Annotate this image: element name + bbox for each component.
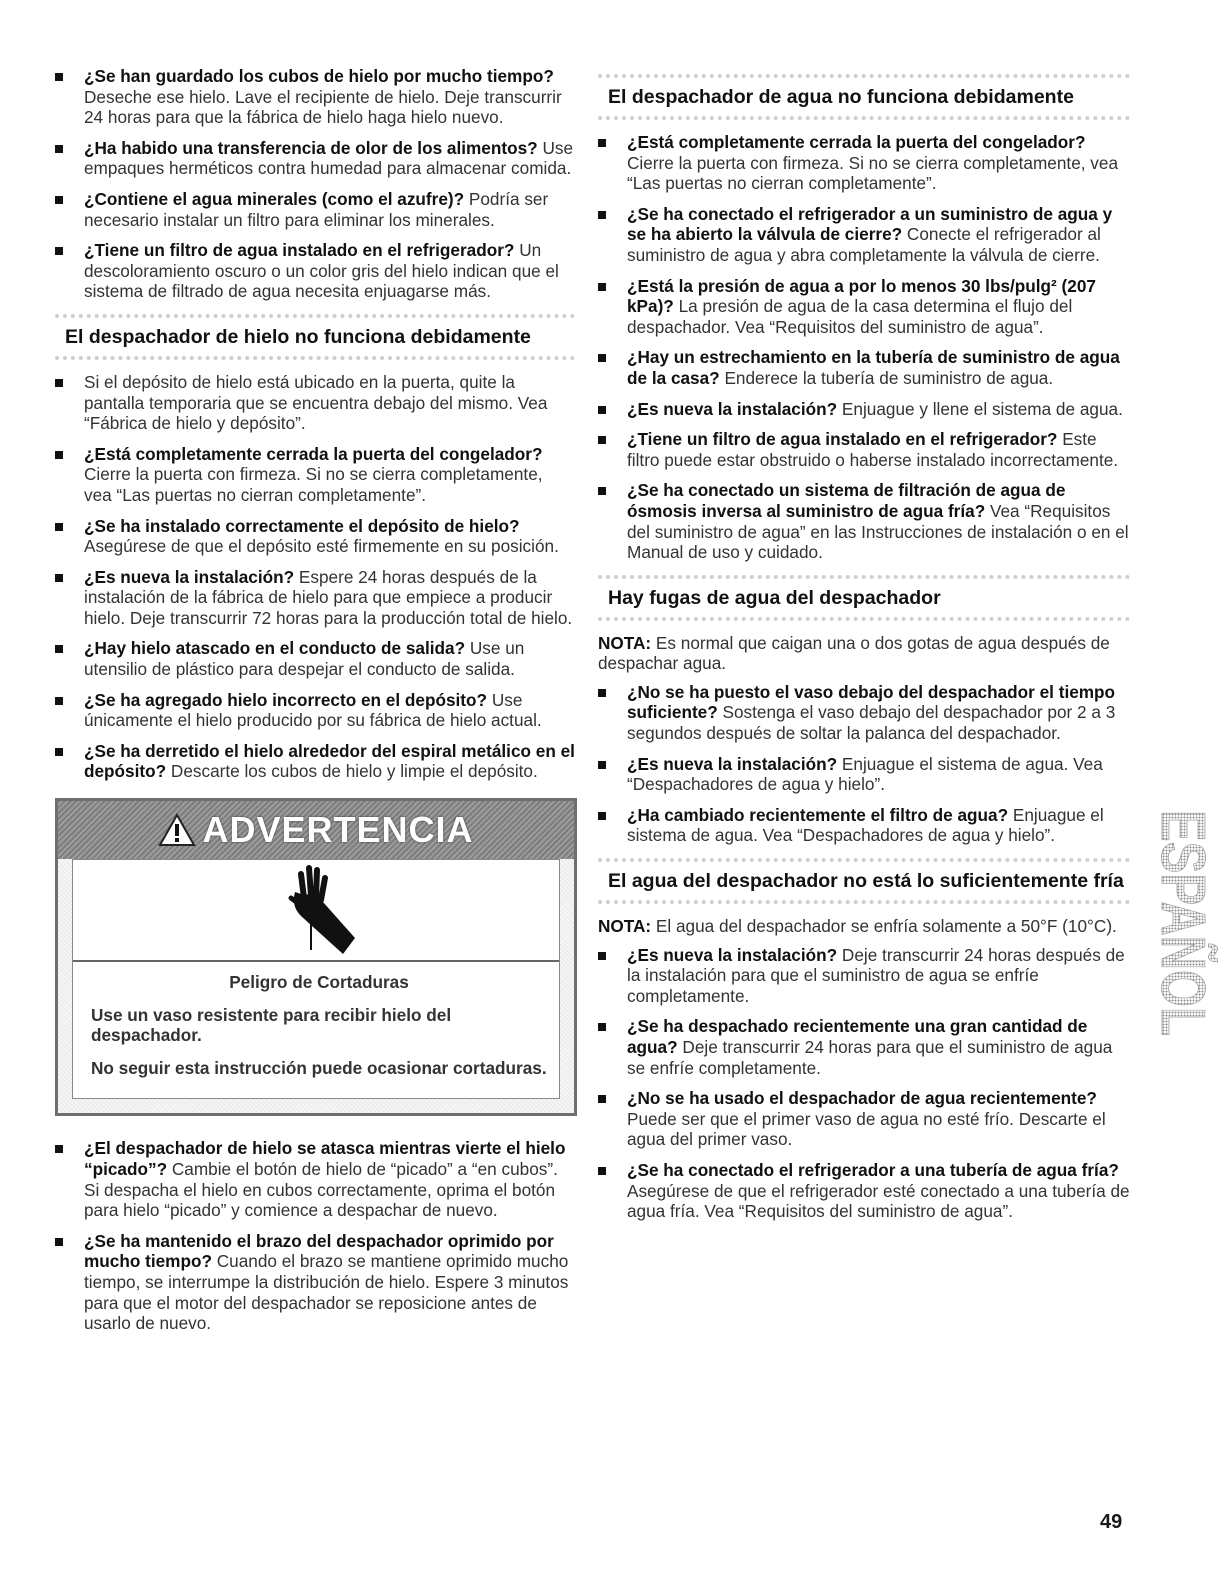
list-item <box>598 1088 1130 1150</box>
section-title: Hay fugas de agua del despachador <box>608 586 941 609</box>
answer: Asegúrese de que el refrigerador esté conectado a una tubería de agua fría. Vea “Requisitos del suministro de agua”. <box>627 1180 1130 1222</box>
answer: La presión de agua de la casa determina el flujo del despachador. Vea “Requisitos del suministro de agua”. <box>627 296 1073 337</box>
answer: Si el depósito de hielo está ubicado en la puerta, quite la pantalla temporaria que se encuentra debajo del mismo. Vea “Fábrica de hielo y depósito”. <box>84 371 548 434</box>
language-side-tab <box>1138 808 1220 1038</box>
question: ¿Se ha conectado el refrigerador a un suministro de agua y se ha abierto la válvula de cierre? <box>627 203 1113 245</box>
warning-triangle-icon <box>158 813 196 847</box>
question: ¿Está completamente cerrada la puerta del congelador? <box>627 132 1086 152</box>
question: ¿Tiene un filtro de agua instalado en el refrigerador? <box>84 240 515 261</box>
after-warning-list <box>55 1138 575 1333</box>
answer: Deje transcurrir 24 horas después de la instalación para que el suministro de agua se enfríe completamente. <box>627 944 1125 1006</box>
water-temperature-list <box>598 945 1130 1222</box>
question: ¿Se ha derretido el hielo alrededor del espiral metálico en el depósito? <box>84 740 575 782</box>
answer: Descarte los cubos de hielo y limpie el depósito. <box>170 761 538 782</box>
list-item <box>598 805 1130 846</box>
answer: Deje transcurrir 24 horas para que el suministro de agua se enfríe completamente. <box>627 1037 1113 1078</box>
answer: Conecte el refrigerador al suministro de agua y abra completamente la válvula de cierre. <box>627 224 1101 265</box>
list-item <box>598 1016 1130 1078</box>
warning-title-text: ADVERTENCIA <box>202 808 474 850</box>
right-column <box>598 74 1130 1232</box>
answer: Enjuague el sistema de agua. Vea “Despachadores de agua y hielo”. <box>627 753 1103 795</box>
list-item <box>598 399 1130 420</box>
list-item <box>55 240 575 302</box>
question: ¿Se ha despachado recientemente una gran cantidad de agua? <box>627 1016 1088 1057</box>
page-number: 49 <box>1100 1511 1123 1533</box>
answer: Asegúrese de que el depósito esté firmemente en su posición. <box>84 536 559 557</box>
answer: Deseche ese hielo. Lave el recipiente de hielo. Deje transcurrir 24 horas para que la fábrica de hielo haga hielo nuevo. <box>84 86 562 128</box>
section-header-water-leaks <box>598 575 1130 621</box>
answer: Use un utensilio de plástico para despejar el conducto de salida. <box>84 638 525 680</box>
list-item <box>598 754 1130 795</box>
water-leaks-list <box>598 682 1130 846</box>
question: ¿Se ha agregado hielo incorrecto en el depósito? <box>84 689 488 710</box>
hazard-label: Peligro de Cortaduras <box>229 972 409 993</box>
answer: Podría ser necesario instalar un filtro para eliminar los minerales. <box>84 188 549 230</box>
question: ¿Ha habido una transferencia de olor de los alimentos? <box>84 137 538 158</box>
answer: Cambie el botón de hielo de “picado” a “en cubos”. Si despacha el hielo en cubos correctamente, oprima el botón para hielo “picado” y comience a despachar de nuevo. <box>84 1159 558 1221</box>
list-item <box>598 347 1130 388</box>
list-item <box>598 276 1130 338</box>
answer: Espere 24 horas después de la instalación de la fábrica de hielo para que empiece a producir hielo. Deje transcurrir 72 horas para la producción total de hielo. <box>84 566 573 628</box>
question: ¿Es nueva la instalación? <box>627 398 838 419</box>
list-item <box>55 638 575 679</box>
question: ¿Se ha conectado un sistema de filtración de agua de ósmosis inversa al suministro de agua fría? <box>627 480 1066 521</box>
note-text: Es normal que caigan una o dos gotas de agua después de despachar agua. <box>598 632 1110 674</box>
question: ¿No se ha usado el despachador de agua recientemente? <box>627 1088 1097 1109</box>
language-tab-graphic <box>1138 808 1220 1038</box>
warning-pictogram <box>73 860 559 962</box>
question: ¿Hay un estrechamiento en la tubería de suministro de agua de la casa? <box>627 347 1120 388</box>
list-item <box>598 945 1130 1007</box>
answer: Use empaques herméticos contra humedad para almacenar comida. <box>84 137 574 179</box>
list-item <box>55 66 575 128</box>
answer: Este filtro puede estar obstruido o haberse instalado incorrectamente. <box>627 429 1119 470</box>
note <box>598 916 1130 937</box>
note-text: El agua del despachador se enfría solamente a 50°F (10°C). <box>655 916 1117 937</box>
list-item <box>55 372 575 434</box>
list-item <box>55 444 575 506</box>
list-item <box>598 204 1130 266</box>
answer: Vea “Requisitos del suministro de agua” en las Instrucciones de instalación o en el Manual de uso y cuidado. <box>627 500 1129 563</box>
warning-instruction: Use un vaso resistente para recibir hielo del despachador. <box>91 1004 452 1046</box>
question: ¿Ha cambiado recientemente el filtro de agua? <box>627 804 1009 825</box>
list-item <box>55 1231 575 1334</box>
intro-list <box>55 66 575 302</box>
question: ¿Contiene el agua minerales (como el azufre)? <box>84 188 465 209</box>
warning-text <box>73 962 559 1098</box>
list-item <box>598 429 1130 470</box>
section-title: El despachador de hielo no funciona debidamente <box>65 325 531 348</box>
warning-body <box>72 859 560 1099</box>
answer: Enderece la tubería de suministro de agua. <box>724 367 1054 388</box>
warning-header <box>58 801 574 859</box>
answer: Cierre la puerta con firmeza. Si no se cierra completamente, vea “Las puertas no cierran completamente”. <box>627 152 1119 194</box>
section-header-water-dispenser <box>598 74 1130 120</box>
list-item <box>598 682 1130 744</box>
water-dispenser-list <box>598 132 1130 563</box>
list-item <box>55 690 575 731</box>
list-item <box>55 138 575 179</box>
list-item <box>598 132 1130 194</box>
question: ¿Se ha conectado el refrigerador a una tubería de agua fría? <box>627 1159 1119 1180</box>
warning-consequence: No seguir esta instrucción puede ocasionar cortaduras. <box>91 1057 547 1078</box>
list-item <box>55 1138 575 1220</box>
cut-hand-icon <box>271 864 361 956</box>
answer: Enjuague y llene el sistema de agua. <box>841 398 1123 419</box>
list-item <box>55 189 575 230</box>
language-tab-label: ESPAÑOL <box>1148 810 1217 1038</box>
question: ¿Es nueva la instalación? <box>627 753 838 774</box>
answer: Un descoloramiento oscuro o un color gris del hielo indican que el sistema de filtrado de agua necesita enjuagarse más. <box>84 240 559 302</box>
question: ¿Está completamente cerrada la puerta del congelador? <box>84 443 543 464</box>
answer: Sostenga el vaso debajo del despachador por 2 a 3 segundos después de soltar la palanca del despachador. <box>627 702 1116 744</box>
answer: Puede ser que el primer vaso de agua no esté frío. Descarte el agua del primer vaso. <box>627 1108 1106 1150</box>
question: ¿Es nueva la instalación? <box>84 566 295 587</box>
question: ¿El despachador de hielo se atasca mientras vierte el hielo “picado”? <box>84 1138 566 1179</box>
question: ¿Hay hielo atascado en el conducto de salida? <box>84 638 466 659</box>
list-item <box>55 567 575 629</box>
question: ¿Es nueva la instalación? <box>627 944 838 965</box>
question: ¿Está la presión de agua a por lo menos 30 lbs/pulg² (207 kPa)? <box>627 275 1096 317</box>
section-header-water-temperature <box>598 858 1130 904</box>
section-title: El agua del despachador no está lo suficientemente fría <box>608 870 1124 893</box>
list-item <box>598 1160 1130 1222</box>
list-item <box>55 741 575 782</box>
question: ¿Se ha mantenido el brazo del despachador oprimido por mucho tiempo? <box>84 1230 554 1272</box>
note <box>598 633 1130 674</box>
note-label: NOTA: <box>598 632 652 653</box>
question: ¿No se ha puesto el vaso debajo del despachador el tiempo suficiente? <box>627 681 1116 723</box>
list-item <box>598 480 1130 562</box>
list-item <box>55 516 575 557</box>
answer: Cierre la puerta con firmeza. Si no se cierra completamente, vea “Las puertas no cierran completamente”. <box>84 464 543 505</box>
question: ¿Se han guardado los cubos de hielo por mucho tiempo? <box>84 66 554 86</box>
warning-box <box>55 798 577 1116</box>
answer: Cuando el brazo se mantiene oprimido mucho tiempo, se interrumpe la distribución de hielo. Espere 3 minutos para que el motor del despachador se reposicione antes de usarlo de nuevo. <box>84 1251 569 1334</box>
question: ¿Se ha instalado correctamente el depósito de hielo? <box>84 515 520 536</box>
answer: Use únicamente el hielo producido por su fábrica de hielo actual. <box>84 689 542 731</box>
section-title: El despachador de agua no funciona debidamente <box>608 86 1074 108</box>
left-column <box>55 66 575 1344</box>
question: ¿Tiene un filtro de agua instalado en el refrigerador? <box>627 429 1058 450</box>
warning-title <box>158 808 474 850</box>
ice-dispenser-list <box>55 372 575 782</box>
note-label: NOTA: <box>598 916 652 937</box>
answer: Enjuague el sistema de agua. Vea “Despachadores de agua y hielo”. <box>627 804 1104 846</box>
section-header-ice-dispenser <box>55 314 575 360</box>
